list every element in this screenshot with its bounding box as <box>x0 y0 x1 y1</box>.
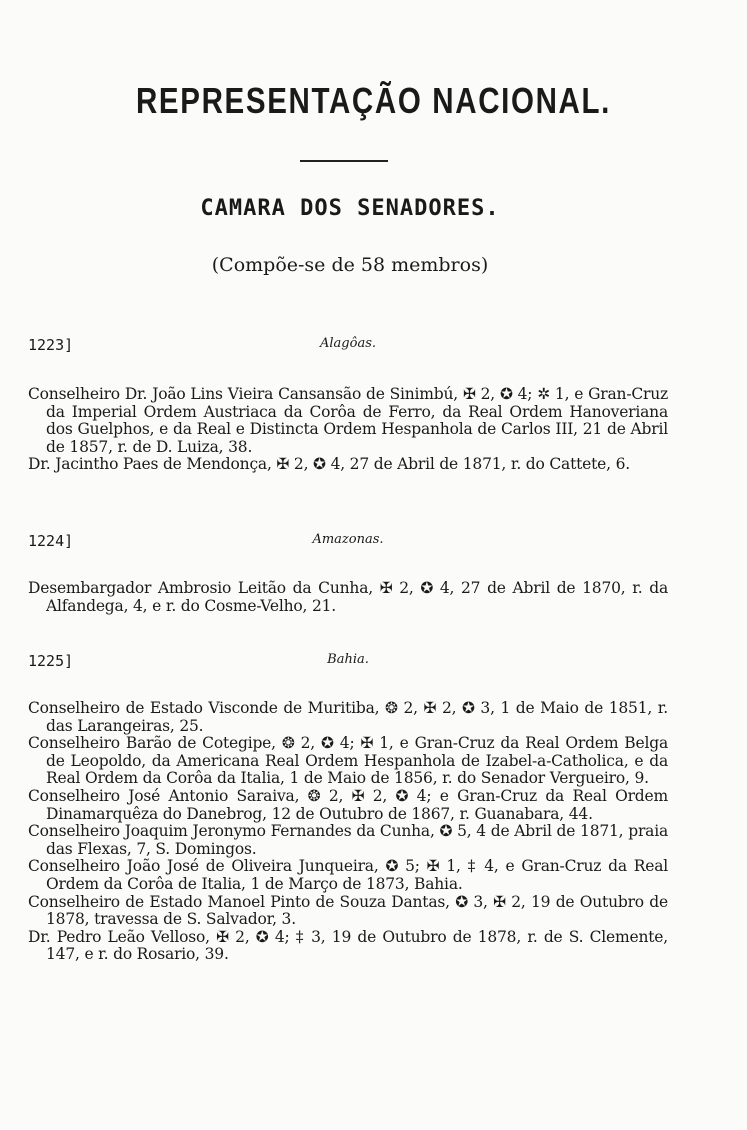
state-name: Amazonas. <box>312 532 384 547</box>
section-number: 1224] <box>28 532 74 550</box>
section-alagoas <box>28 336 668 474</box>
senator-entry: Conselheiro Joaquim Jeronymo Fernandes da Cunha, ✪ 5, 4 de Abril de 1871, praia das Flexas, 7, S. Domingos. <box>28 822 668 858</box>
section-header <box>28 532 668 552</box>
section-number: 1225] <box>28 652 74 670</box>
senator-list <box>28 386 668 474</box>
senator-entry: Dr. Pedro Leão Velloso, ✠ 2, ✪ 4; ‡ 3, 19 de Outubro de 1878, r. de S. Clemente, 147, e r. do Rosario, 39. <box>28 927 668 964</box>
senator-entry: Conselheiro Dr. João Lins Vieira Cansansão de Sinimbú, ✠ 2, ✪ 4; ✲ 1, e Gran-Cruz da Imperial Ordem Austriaca da Corôa de Ferro, da Real Ordem Hanoveriana dos Guelphos, e da Real e Distincta Ordem Hespanhola de Carlos III, 21 de Abril de 1857, r. de D. Luiza, 38. <box>28 385 668 456</box>
senator-entry: Conselheiro de Estado Visconde de Muritiba, ❂ 2, ✠ 2, ✪ 3, 1 de Maio de 1851, r. das Larangeiras, 25. <box>28 699 668 735</box>
section-bahia <box>28 652 668 964</box>
senator-entry: Conselheiro de Estado Manoel Pinto de Souza Dantas, ✪ 3, ✠ 2, 19 de Outubro de 1878, travessa de S. Salvador, 3. <box>28 892 668 929</box>
section-header <box>28 652 668 672</box>
page-title: REPRESENTAÇÃO NACIONAL. <box>135 80 612 121</box>
state-name: Alagôas. <box>320 336 376 351</box>
senator-entry: Conselheiro José Antonio Saraiva, ❂ 2, ✠ 2, ✪ 4; e Gran-Cruz da Real Ordem Dinamarquêza do Danebrog, 12 de Outubro de 1867, r. Guanabara, 44. <box>28 786 668 823</box>
state-name: Bahia. <box>327 652 369 667</box>
senator-entry: Desembargador Ambrosio Leitão da Cunha, ✠ 2, ✪ 4, 27 de Abril de 1870, r. da Alfandega, 4, e r. do Cosme-Velho, 21. <box>28 579 668 615</box>
senator-entry: Conselheiro Barão de Cotegipe, ❂ 2, ✪ 4; ✠ 1, e Gran-Cruz da Real Ordem Belga de Leopoldo, da Americana Real Ordem Hespanhola de Izabel-a-Catholica, e da Real Ordem da Corôa da Italia, 1 de Maio de 1856, r. do Senador Vergueiro, 9. <box>28 734 668 788</box>
section-number: 1223] <box>28 336 74 354</box>
members-note: (Compõe-se de 58 membros) <box>211 254 489 276</box>
senator-entry: Dr. Jacintho Paes de Mendonça, ✠ 2, ✪ 4, 27 de Abril de 1871, r. do Cattete, 6. <box>28 455 630 474</box>
section-header <box>28 336 668 356</box>
senator-list <box>28 580 668 615</box>
section-amazonas <box>28 532 668 615</box>
senator-list <box>28 700 668 964</box>
senator-entry: Conselheiro João José de Oliveira Junqueira, ✪ 5; ✠ 1, ‡ 4, e Gran-Cruz da Real Ordem da Corôa de Italia, 1 de Março de 1873, Bahia. <box>28 857 668 893</box>
title-divider <box>300 160 388 162</box>
chamber-heading: CAMARA DOS SENADORES. <box>200 196 500 221</box>
